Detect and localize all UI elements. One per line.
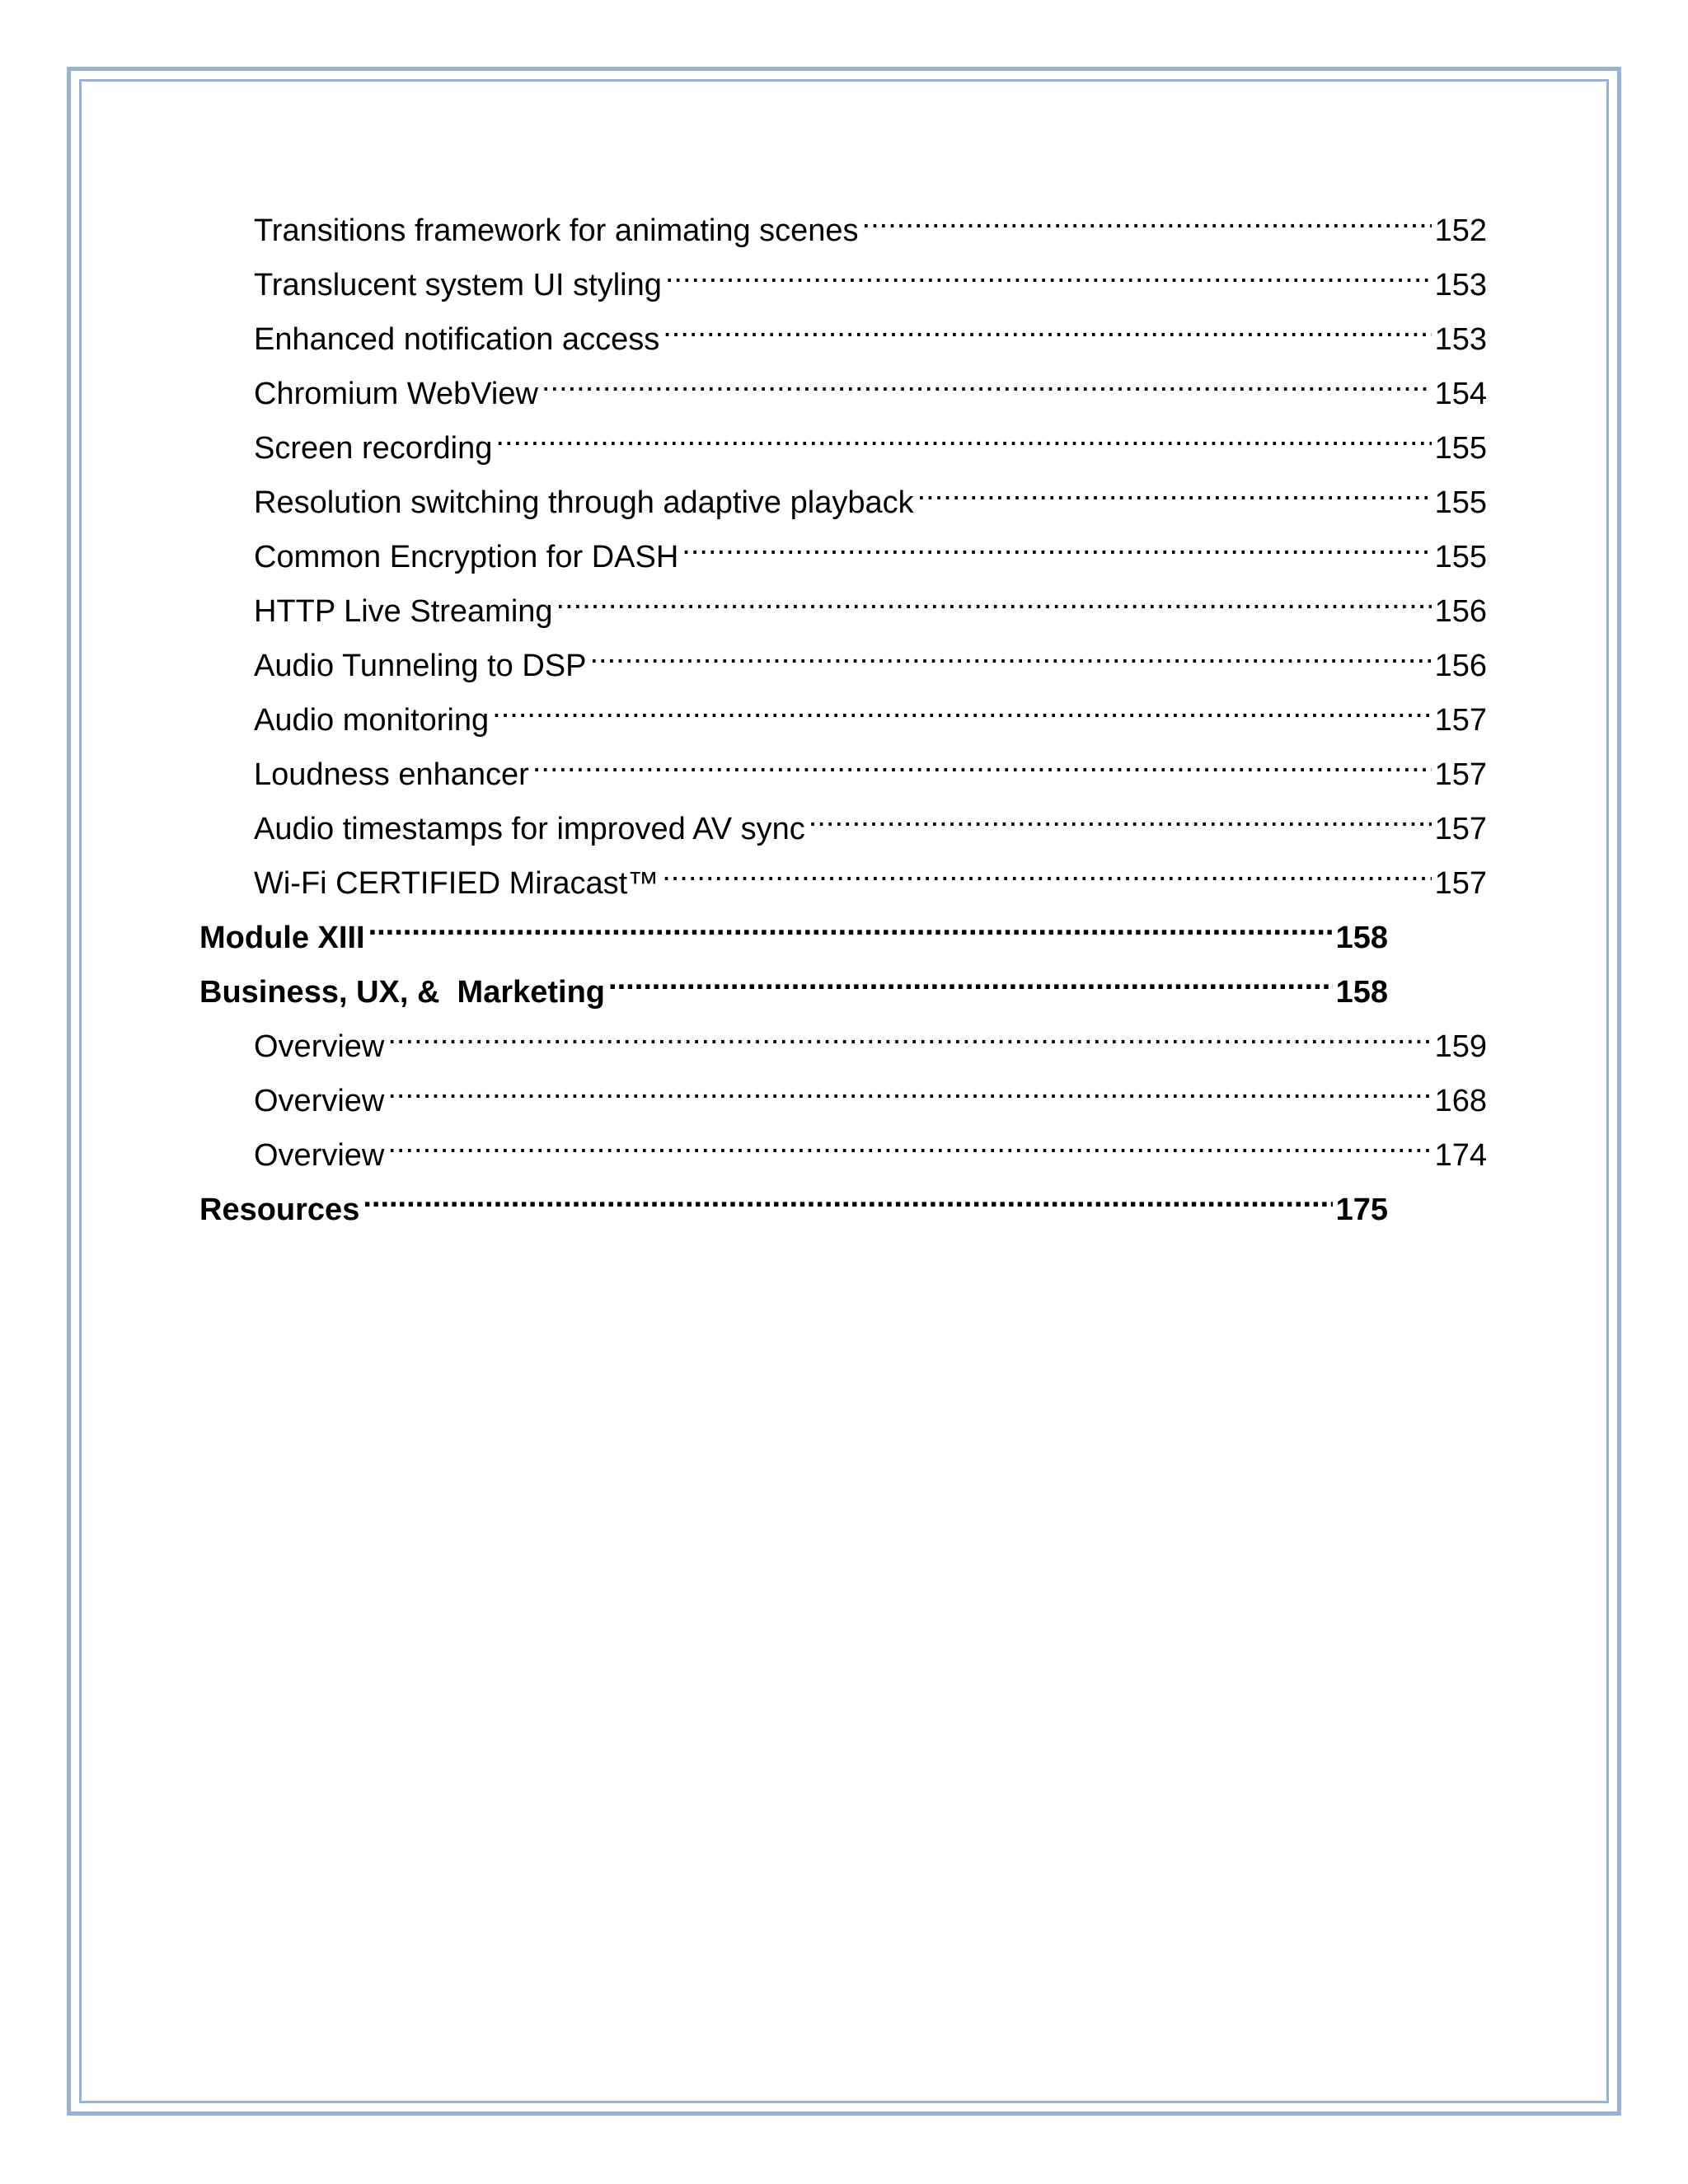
toc-entry-leader — [532, 738, 1432, 785]
toc-heading-leader — [368, 902, 1333, 948]
toc-entry-title: Overview — [254, 1084, 385, 1118]
toc-entry-title: HTTP Live Streaming — [254, 594, 553, 629]
toc-entry[interactable] — [254, 466, 1487, 520]
toc-entry-page: 157 — [1434, 703, 1487, 738]
toc-entry-page: 157 — [1434, 866, 1487, 901]
toc-entry-page: 157 — [1434, 757, 1487, 792]
toc-entry-title: Wi-Fi CERTIFIED Miracast™ — [254, 866, 659, 901]
toc-entry[interactable] — [254, 412, 1487, 466]
toc-entry[interactable] — [254, 793, 1487, 846]
toc-entry-leader — [387, 1010, 1431, 1057]
toc-entry-leader — [542, 358, 1432, 404]
toc-heading-page: 158 — [1335, 975, 1388, 1010]
toc-heading[interactable] — [199, 1174, 1388, 1227]
toc-entry-leader — [495, 412, 1431, 458]
toc-entry[interactable] — [254, 575, 1487, 629]
toc-entry-title: Common Encryption for DASH — [254, 540, 679, 574]
toc-entry-page: 155 — [1434, 431, 1487, 466]
toc-heading-title: Module XIII — [199, 921, 365, 955]
toc-entry-page: 174 — [1434, 1138, 1487, 1173]
toc-entry-page: 153 — [1434, 322, 1487, 357]
toc-entry-title: Audio timestamps for improved AV sync — [254, 812, 805, 846]
toc-entry-page: 152 — [1434, 213, 1487, 248]
toc-entry[interactable] — [254, 521, 1487, 574]
toc-heading[interactable] — [199, 956, 1388, 1010]
toc-entry[interactable] — [254, 847, 1487, 901]
toc-entry[interactable] — [254, 194, 1487, 248]
toc-entry-title: Loudness enhancer — [254, 757, 529, 792]
toc-entry-leader — [682, 521, 1431, 567]
toc-entry[interactable] — [254, 1119, 1487, 1173]
toc-heading-title: Resources — [199, 1193, 360, 1227]
toc-entry-leader — [590, 630, 1432, 676]
toc-entry-page: 168 — [1434, 1084, 1487, 1118]
toc-entry-page: 156 — [1434, 594, 1487, 629]
toc-entry-page: 159 — [1434, 1029, 1487, 1064]
toc-entry[interactable] — [254, 303, 1487, 357]
toc-entry[interactable] — [254, 358, 1487, 411]
toc-entry[interactable] — [254, 630, 1487, 683]
toc-entry-leader — [862, 194, 1432, 241]
toc-entry[interactable] — [254, 684, 1487, 738]
toc-heading-leader — [608, 956, 1333, 1002]
toc-entry-leader — [809, 793, 1432, 839]
toc-entry-leader — [492, 684, 1431, 730]
toc-entry-title: Overview — [254, 1138, 385, 1173]
toc-entry-leader — [387, 1119, 1431, 1165]
toc-heading-leader — [363, 1174, 1332, 1220]
toc-heading-page: 175 — [1335, 1193, 1388, 1227]
toc-entry-leader — [917, 466, 1432, 513]
toc-entry-title: Enhanced notification access — [254, 322, 660, 357]
toc-entry-title: Audio Tunneling to DSP — [254, 649, 587, 683]
toc-entry-page: 155 — [1434, 540, 1487, 574]
toc-entry-leader — [387, 1065, 1431, 1111]
toc-entry-page: 157 — [1434, 812, 1487, 846]
toc-entry-page: 154 — [1434, 377, 1487, 411]
toc-entry-title: Audio monitoring — [254, 703, 490, 738]
toc-entry-leader — [662, 847, 1431, 893]
toc-entry-title: Translucent system UI styling — [254, 268, 662, 302]
toc-entry-title: Transitions framework for animating scenes — [254, 213, 859, 248]
toc-entry-page: 153 — [1434, 268, 1487, 302]
toc-heading[interactable] — [199, 902, 1388, 955]
toc-entry[interactable] — [254, 249, 1487, 302]
toc-entry-title: Chromium WebView — [254, 377, 538, 411]
toc-entry-title: Screen recording — [254, 431, 493, 466]
toc-entry-leader — [665, 249, 1432, 295]
toc-entry-page: 156 — [1434, 649, 1487, 683]
toc-entry-page: 155 — [1434, 485, 1487, 520]
toc-entry[interactable] — [254, 1010, 1487, 1064]
toc-entry-leader — [556, 575, 1432, 621]
toc-entry[interactable] — [254, 1065, 1487, 1118]
toc-heading-title: Business, UX, & Marketing — [199, 975, 606, 1010]
toc-entry-leader — [663, 303, 1431, 349]
toc-entry-title: Overview — [254, 1029, 385, 1064]
toc-heading-page: 158 — [1335, 921, 1388, 955]
toc-entry-title: Resolution switching through adaptive playback — [254, 485, 914, 520]
toc-entry[interactable] — [254, 738, 1487, 792]
